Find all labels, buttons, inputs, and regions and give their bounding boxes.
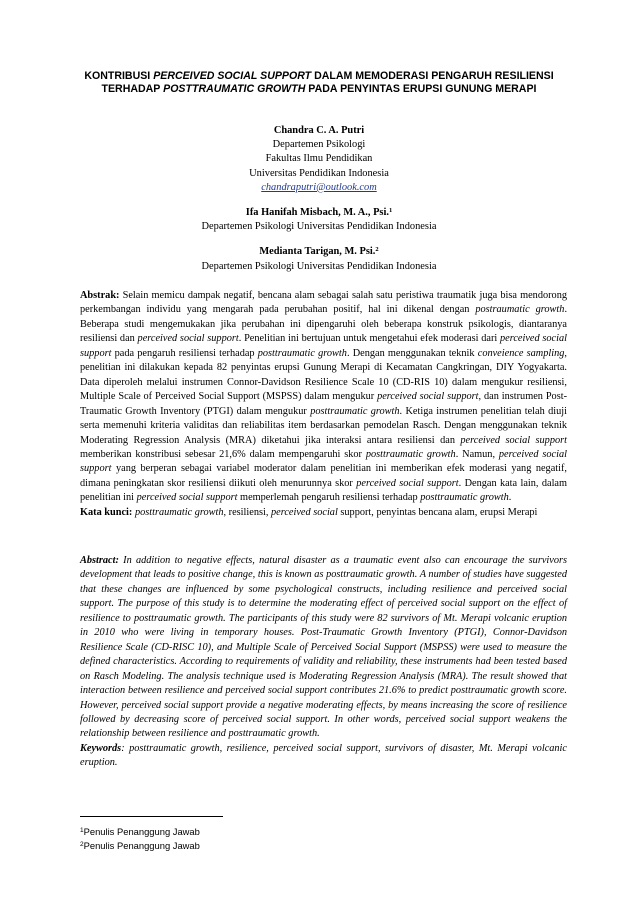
abstrak-body xyxy=(80,290,567,503)
author-name: Medianta Tarigan, M. Psi.$^2$ xyxy=(259,246,379,258)
text-run: , penelitian ini dilakukan kepada 82 penyintas erupsi Gunung Merapi di Kecamatan Cangkringan, DIY Yogyakarta. Data diperoleh melalui instrumen Connor-Davidson Resilience Scale 10 (CD-RIS 10) dalam mengukur resiliensi, Multiple Scale of Perceived Social Support (MSPSS) dalam mengukur xyxy=(80,347,567,403)
author-affiliation: Departemen Psikologi Universitas Pendidikan Indonesia xyxy=(201,221,437,233)
text-run: . Beberapa studi mengemukakan jika perubahan ini dipengaruhi oleh beberapa konstruk psikologis, diantaranya resiliensi dan xyxy=(80,304,568,345)
text-run: , dan instrumen Post-Traumatic Growth Inventory (PTGI) dalam mengukur xyxy=(80,391,567,417)
paper-title: KONTRIBUSI PERCEIVED SOCIAL SUPPORT DALAM MEMODERASI PENGARUH RESILIENSI TERHADAP POSTTRAUMATIC GROWTH PADA PENYINTAS ERUPSI GUNUNG MERAPI xyxy=(84,70,554,96)
author-affiliation: Departemen Psikologi Universitas Pendidikan Indonesia xyxy=(201,260,437,272)
italic-term: posttraumatic growth xyxy=(257,347,347,359)
text-run: support, penyintas bencana alam, erupsi Merapi xyxy=(337,506,538,518)
footnote-divider xyxy=(80,816,223,817)
italic-term: postraumatic growth xyxy=(475,304,565,316)
text-run: . Ketiga instrumen penelitian telah diuji serta memenuhi kriteria validitas dan reliabilitas item berdasarkan pemodelan Rasch. Dengan menggunakan teknik Moderating Regression Analysis (MRA) diketahui jika interaksi antara resiliensi dan xyxy=(80,405,567,446)
abstract-english xyxy=(80,554,567,771)
italic-term: perceived social support xyxy=(80,448,567,475)
abstract-label: Abstract: xyxy=(80,555,119,566)
footnote-mark: 1 xyxy=(388,207,393,215)
italic-term: perceived social support xyxy=(80,333,567,359)
text-run: . Namun, xyxy=(455,448,499,460)
author-name: Ifa Hanifah Misbach, M. A., Psi.$^1$ xyxy=(245,207,393,219)
text-run: Selain memicu dampak negatif, bencana alam sebagai salah satu peristiwa traumatik juga bisa mendorong perkembangan individu yang mengarah pada perubahan positif, hal ini dikenal dengan xyxy=(80,290,567,316)
text-run: memperlemah pengaruh resiliensi terhadap xyxy=(237,492,421,504)
author-block xyxy=(60,124,578,274)
keywords-label: Keywords xyxy=(80,742,122,754)
author-faculty: Fakultas Ilmu Pendidikan xyxy=(265,153,373,165)
italic-term: posttraumatic growth xyxy=(420,492,509,504)
italic-term: posttraumatic growth xyxy=(134,506,224,518)
italic-term: perceived social support xyxy=(136,492,238,504)
text-run: . xyxy=(508,492,512,504)
italic-term: perceived social support xyxy=(356,477,459,489)
kata-kunci-body xyxy=(132,507,537,518)
text-run: pada pengaruh resiliensi terhadap xyxy=(111,347,258,359)
text-run: . Dengan kata lain, dalam penelitian ini xyxy=(80,477,568,504)
text-run: yang berperan sebagai variabel moderator dalam penelitian ini memberikan efek moderasi yang negatif, dimana peningkatan skor resiliensi diikuti oleh menurunnya skor xyxy=(80,463,567,489)
text-run: memberikan konstribusi sebesar 21,6% dalam mempengaruhi skor xyxy=(80,448,366,460)
italic-term: posttraumatic growth xyxy=(310,405,400,417)
kata-kunci-label: Kata kunci: xyxy=(80,506,133,518)
author-department: Departemen Psikologi xyxy=(272,139,366,151)
italic-term: perceived social support xyxy=(137,333,239,345)
footnote-item: $^1$Penulis Penanggung Jawab xyxy=(80,826,200,837)
author-university: Universitas Pendidikan Indonesia xyxy=(249,167,389,179)
keywords-body: : posttraumatic growth, resilience, perceived social support, survivors of disaster, Mt. Merapi volcanic eruption. xyxy=(80,742,567,769)
italic-term: posttraumatic growth xyxy=(365,448,456,460)
abstrak-label: Abstrak: xyxy=(80,290,120,301)
italic-term: perceived social support xyxy=(377,391,479,403)
text-run: , resiliensi, xyxy=(223,506,272,518)
italic-term: conveience sampling xyxy=(477,347,565,359)
text-run: . Dengan menggunakan teknik xyxy=(346,347,478,359)
italic-term: perceived social support xyxy=(460,434,567,446)
footnotes xyxy=(80,825,380,852)
abstract-indonesian xyxy=(80,289,567,520)
text-run: . Penelitian ini bertujuan untuk mengetahui efek moderasi dari xyxy=(238,333,500,345)
footnote-item: $^2$Penulis Penanggung Jawab xyxy=(80,839,200,851)
author-name: Chandra C. A. Putri xyxy=(273,125,365,136)
italic-term: perceived social xyxy=(271,506,338,518)
abstract-body: In addition to negative effects, natural disaster as a traumatic event also can encourage the survivors development that leads to positive change, this is known as posttraumatic growth. A number of studies have suggested that these changes are influenced by some psychological constructs, including resilience and perceived social support. The purpose of this study is to determine the moderating effect of perceived social support on the effect of resilience to posttraumatic growth. The participants of this study were 82 survivors of Mt. Merapi volcanic eruption in 2010 who were living in temporary houses. Post-Traumatic Growth Inventory (PTGI), Connor-Davidson Resilience Scale (CD-RISC 10), and Multiple Scale of Perceived Social Support (MSPSS) were used to measure the defined characteristics. According to requirements of validity and reliability, these instruments had been tested based on Rasch Modeling. The analysis technique used is Moderating Regression Analysis (MRA). The result showed that interaction between resilience and perceived social support contributes 21.6% to predict posttraumatic growth score. However, perceived social support provide a negative moderating effects, by means increasing the score of resilience followed by decreasing score of perceived social support. In other words, perceived social support weakens the relationship between resilience and posttraumatic growth. xyxy=(80,555,567,740)
footnote-mark: 2 xyxy=(375,246,379,254)
author-email-link[interactable]: chandraputri@outlook.com xyxy=(261,181,377,193)
